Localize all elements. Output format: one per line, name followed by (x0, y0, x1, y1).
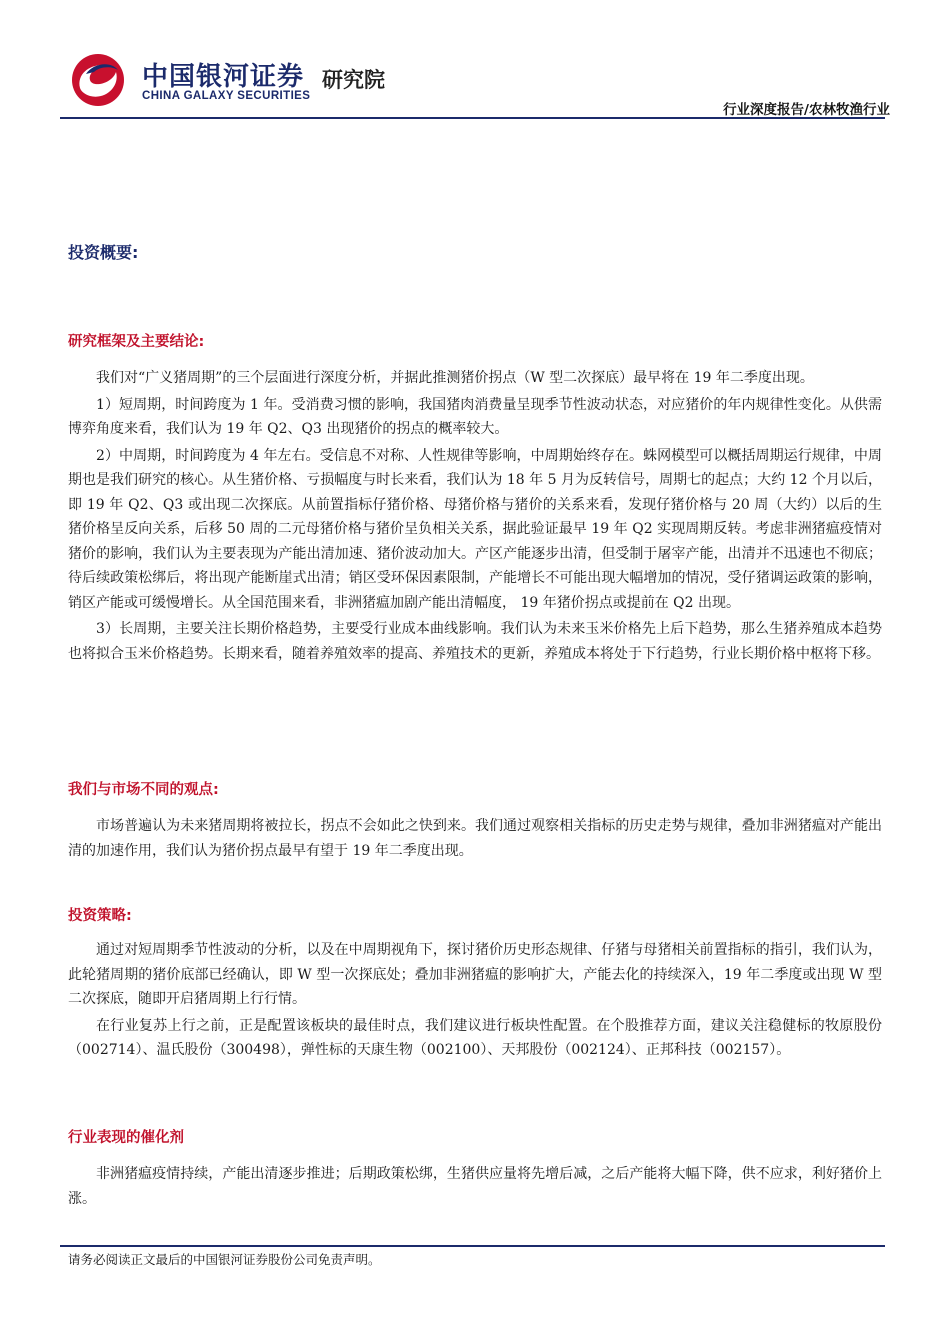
footer-divider (60, 1245, 885, 1247)
paragraph: 市场普遍认为未来猪周期将被拉长，拐点不会如此之快到来。我们通过观察相关指标的历史走势与规律，叠加非洲猪瘟对产能出清的加速作用，我们认为猪价拐点最早有望于 19 年二季度出现。 (68, 818, 882, 859)
paragraph: 2）中周期，时间跨度为 4 年左右。受信息不对称、人性规律等影响，中周期始终存在。蛛网模型可以概括周期运行规律，中周期也是我们研究的核心。从生猪价格、亏损幅度与时长来看，我们认为 18 年 5 月为反转信号，周期七的起点；大约 12 个月以后，即 19 年 Q2、Q3 或出现二次探底。从前置指标仔猪价格、母猪价格与猪价的关系来看，发现仔猪价格与 20 周（大约）以后的生猪价格呈反向关系，后移 50 周的二元母猪价格与猪价呈负相关关系，据此验证最早 19 年 Q2 实现周期反转。考虑非洲猪瘟疫情对猪价的影响，我们认为主要表现为产能出清加速、猪价波动加大。产区产能逐步出清，但受制于屠宰产能，出清并不迅速也不彻底；待后续政策松绑后，将出现产能断崖式出清；销区受环保因素限制，产能增长不可能出现大幅增加的情况，受仔猪调运政策的影响，销区产能或可缓慢增长。从全国范围来看，非洲猪瘟加剧产能出清幅度， 19 年猪价拐点或提前在 Q2 出现。 (68, 447, 882, 611)
paragraph: 3）长周期，主要关注长期价格趋势，主要受行业成本曲线影响。我们认为未来玉米价格先上后下趋势，那么生猪养殖成本趋势也将拟合玉米价格趋势。长期来看，随着养殖效率的提高、养殖技术的更新，养殖成本将处于下行趋势，行业长期价格中枢将下移。 (68, 621, 882, 662)
galaxy-logo-icon (68, 50, 128, 110)
section-heading-framework: 研究框架及主要结论: (68, 334, 205, 350)
section-heading-differing-view: 我们与市场不同的观点: (68, 782, 219, 798)
paragraph: 我们对“广义猪周期”的三个层面进行深度分析，并据此推测猪价拐点（W 型二次探底）最早将在 19 年二季度出现。 (96, 370, 814, 386)
page-title: 投资概要: (68, 243, 139, 262)
footer-disclaimer: 请务必阅读正文最后的中国银河证券股份公司免责声明。 (68, 1252, 381, 1267)
section-body-catalyst (68, 1162, 882, 1213)
report-type: 行业深度报告/农林牧渔行业 (723, 102, 890, 118)
paragraph: 通过对短周期季节性波动的分析，以及在中周期视角下，探讨猪价历史形态规律、仔猪与母猪相关前置指标的指引，我们认为，此轮猪周期的猪价底部已经确认，即 W 型一次探底处；叠加非洲猪瘟的影响扩大，产能去化的持续深入，19 年二季度或出现 W 型二次探底，随即开启猪周期上行行情。 (68, 942, 882, 1007)
logo-institute: 研究院 (322, 68, 385, 92)
paragraph: 非洲猪瘟疫情持续，产能出清逐步推进；后期政策松绑，生猪供应量将先增后减，之后产能将大幅下降，供不应求，利好猪价上涨。 (68, 1166, 882, 1207)
logo-chinese-name: 中国银河证券 (142, 62, 305, 92)
paragraph: 在行业复苏上行之前，正是配置该板块的最佳时点，我们建议进行板块性配置。在个股推荐方面，建议关注稳健标的牧原股份（002714）、温氏股份（300498），弹性标的天康生物（002100）、天邦股份（002124）、正邦科技（002157）。 (68, 1017, 882, 1058)
section-body-differing-view (68, 814, 882, 865)
section-body-strategy (68, 938, 882, 1065)
page-header (60, 44, 890, 120)
section-heading-strategy: 投资策略: (68, 908, 132, 924)
section-body-framework (68, 366, 882, 668)
company-logo (60, 44, 410, 114)
section-heading-catalyst: 行业表现的催化剂 (68, 1130, 184, 1146)
logo-english-name: CHINA GALAXY SECURITIES (142, 90, 311, 102)
header-divider (60, 117, 885, 119)
paragraph: 1）短周期，时间跨度为 1 年。受消费习惯的影响，我国猪肉消费量呈现季节性波动状态，对应猪价的年内规律性变化。从供需博弈角度来看，我们认为 19 年 Q2、Q3 出现猪价的拐点的概率较大。 (68, 396, 882, 437)
